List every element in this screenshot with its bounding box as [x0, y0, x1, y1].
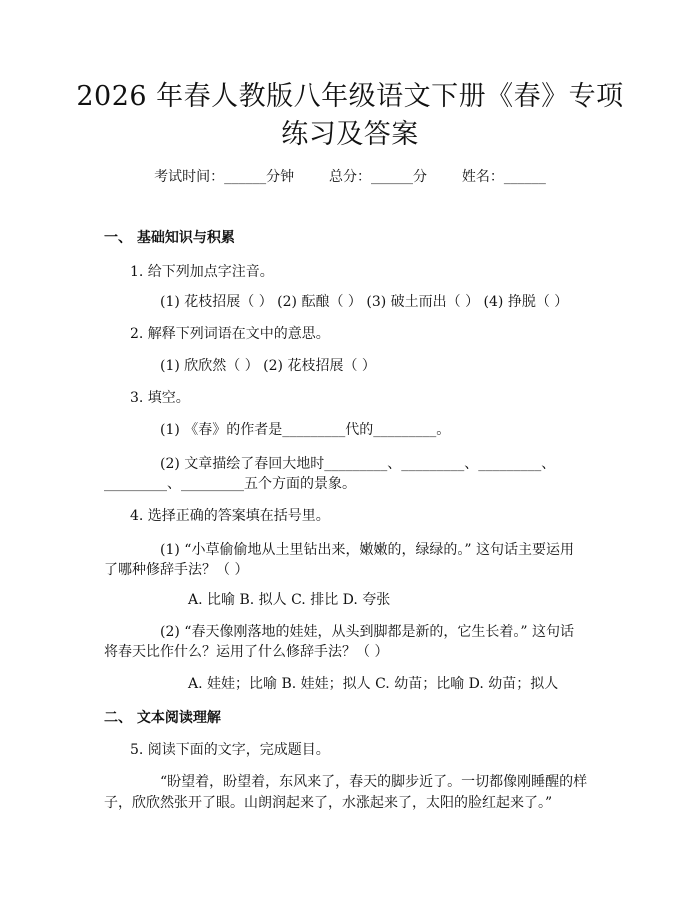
- exam-info: [0, 167, 700, 187]
- student-name-field: 姓名：______: [461, 169, 546, 185]
- question-5-stem: 5. 阅读下面的文字，完成题目。: [130, 742, 330, 758]
- question-4-sub2-line1: (2) “春天像刚落地的娃娃，从头到脚都是新的，它生长着。” 这句话: [160, 624, 575, 640]
- exam-time-field: 考试时间：______分钟: [154, 169, 295, 185]
- question-4-sub1-line2: 了哪种修辞手法？（ ）: [104, 562, 249, 578]
- question-2-stem: 2. 解释下列词语在文中的意思。: [130, 326, 330, 342]
- question-3-item-2-line1: (2) 文章描绘了春回大地时_________、_________、_________、: [160, 456, 556, 472]
- total-score-field: 总分：______分: [329, 169, 427, 185]
- reading-passage-line2: 子，欣欣然张开了眼。山朗润起来了，水涨起来了，太阳的脸红起来了。”: [104, 795, 553, 811]
- question-3-stem: 3. 填空。: [130, 390, 190, 406]
- question-1-items: (1) 花枝招展（ ） (2) 酝酿（ ） (3) 破土而出（ ） (4) 挣脱（ ）: [160, 294, 569, 310]
- question-3-item-2-line2: _________、_________五个方面的景象。: [104, 476, 356, 492]
- question-3-item-1: (1) 《春》的作者是_________代的_________。: [160, 422, 451, 438]
- question-4-sub2-line2: 将春天比作什么？运用了什么修辞手法？（ ）: [104, 644, 389, 660]
- section-heading-reading: 二、 文本阅读理解: [104, 710, 221, 726]
- page-title-line2: 练习及答案: [281, 119, 419, 150]
- question-4-sub1-options: A. 比喻 B. 拟人 C. 排比 D. 夸张: [188, 592, 391, 608]
- question-1-stem: 1. 给下列加点字注音。: [130, 264, 274, 280]
- page-title-line1: 2026 年春人教版八年级语文下册《春》专项: [76, 81, 624, 112]
- question-2-items: (1) 欣欣然（ ） (2) 花枝招展（ ）: [160, 358, 376, 374]
- question-4-sub2-options: A. 娃娃；比喻 B. 娃娃；拟人 C. 幼苗；比喻 D. 幼苗；拟人: [188, 676, 559, 692]
- reading-passage-line1: “盼望着，盼望着，东风来了，春天的脚步近了。一切都像刚睡醒的样: [160, 774, 588, 790]
- question-4-sub1-line1: (1) “小草偷偷地从土里钻出来，嫩嫩的，绿绿的。” 这句话主要运用: [160, 542, 575, 558]
- question-4-stem: 4. 选择正确的答案填在括号里。: [130, 508, 330, 524]
- section-heading-basic: 一、 基础知识与积累: [104, 230, 235, 246]
